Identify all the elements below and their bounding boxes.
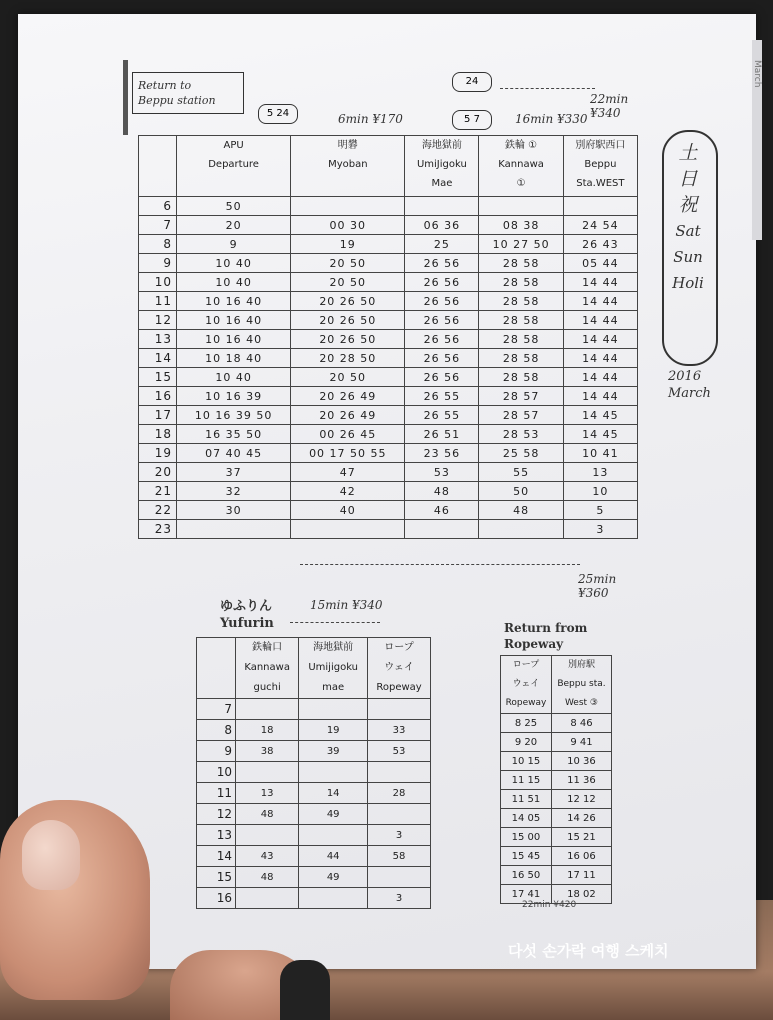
hour-cell: 18 bbox=[139, 425, 177, 444]
time-cell: 10 16 40 bbox=[177, 311, 291, 330]
table-row bbox=[139, 197, 638, 216]
ropeway-title-line2: Ropeway bbox=[504, 637, 564, 651]
time-cell: 19 bbox=[291, 235, 405, 254]
time-cell: 05 44 bbox=[563, 254, 637, 273]
time-cell bbox=[299, 825, 368, 846]
time-cell: 5 bbox=[563, 501, 637, 520]
hour-cell: 13 bbox=[139, 330, 177, 349]
time-cell: 20 26 49 bbox=[291, 406, 405, 425]
ropeway-timetable bbox=[500, 655, 612, 904]
table-row bbox=[139, 368, 638, 387]
time-cell bbox=[291, 197, 405, 216]
route-arrow bbox=[290, 622, 380, 623]
time-cell: 14 bbox=[299, 783, 368, 804]
time-cell: 48 bbox=[405, 482, 479, 501]
time-cell: 28 58 bbox=[479, 368, 563, 387]
stamp-line: Sat bbox=[675, 222, 701, 240]
table-row bbox=[197, 699, 431, 720]
time-cell: 20 50 bbox=[291, 368, 405, 387]
table-row bbox=[501, 714, 612, 733]
fare-note: 25min ¥360 bbox=[578, 572, 617, 600]
hour-cell: 14 bbox=[139, 349, 177, 368]
time-cell bbox=[368, 867, 431, 888]
time-cell bbox=[479, 197, 563, 216]
table-row bbox=[139, 273, 638, 292]
pen-cap bbox=[280, 960, 330, 1020]
time-cell: 28 bbox=[368, 783, 431, 804]
yufurin-title-jp: ゆふりん bbox=[220, 599, 273, 614]
hour-cell: 7 bbox=[197, 699, 236, 720]
time-cell: 14 44 bbox=[563, 311, 637, 330]
time-cell: 00 30 bbox=[291, 216, 405, 235]
time-cell: 55 bbox=[479, 463, 563, 482]
time-cell: 16 50 bbox=[501, 866, 552, 885]
time-cell: 43 bbox=[236, 846, 299, 867]
hour-cell: 10 bbox=[139, 273, 177, 292]
time-cell: 25 bbox=[405, 235, 479, 254]
table-row bbox=[501, 847, 612, 866]
sign-text bbox=[138, 78, 216, 108]
time-cell: 11 51 bbox=[501, 790, 552, 809]
fare-note: 22min ¥420 bbox=[522, 900, 577, 910]
time-cell: 25 58 bbox=[479, 444, 563, 463]
table-row bbox=[139, 520, 638, 539]
column-header: 別府駅西口 Beppu Sta.WEST bbox=[563, 136, 637, 197]
stamp-line: 祝 bbox=[678, 194, 698, 216]
bus-number: 5 bbox=[464, 114, 471, 125]
time-cell: 17 11 bbox=[551, 866, 611, 885]
time-cell: 16 06 bbox=[551, 847, 611, 866]
time-cell bbox=[236, 825, 299, 846]
table-row bbox=[139, 425, 638, 444]
time-cell: 19 bbox=[299, 720, 368, 741]
time-cell: 10 15 bbox=[501, 752, 552, 771]
hour-cell: 19 bbox=[139, 444, 177, 463]
ropeway-title bbox=[504, 620, 587, 652]
time-cell: 20 26 50 bbox=[291, 292, 405, 311]
time-cell: 3 bbox=[368, 888, 431, 909]
time-cell: 28 58 bbox=[479, 349, 563, 368]
time-cell: 53 bbox=[368, 741, 431, 762]
hour-cell: 9 bbox=[139, 254, 177, 273]
table-row bbox=[139, 387, 638, 406]
time-cell: 9 bbox=[177, 235, 291, 254]
table-row bbox=[501, 752, 612, 771]
time-cell bbox=[299, 699, 368, 720]
table-row bbox=[139, 330, 638, 349]
hour-cell: 16 bbox=[139, 387, 177, 406]
time-cell: 06 36 bbox=[405, 216, 479, 235]
time-cell bbox=[479, 520, 563, 539]
time-cell bbox=[299, 888, 368, 909]
time-cell: 20 50 bbox=[291, 254, 405, 273]
time-cell: 14 44 bbox=[563, 387, 637, 406]
time-cell: 20 26 50 bbox=[291, 330, 405, 349]
time-cell: 33 bbox=[368, 720, 431, 741]
hour-cell: 11 bbox=[197, 783, 236, 804]
fare-note: 16min ¥330 bbox=[515, 112, 588, 126]
sign-line1: Return to bbox=[138, 79, 192, 92]
watermark: 다섯 손가락 여행 스케치 bbox=[508, 942, 669, 960]
table-row bbox=[139, 254, 638, 273]
table-row bbox=[139, 501, 638, 520]
hour-cell: 21 bbox=[139, 482, 177, 501]
table-row bbox=[197, 888, 431, 909]
time-cell: 28 53 bbox=[479, 425, 563, 444]
time-cell: 9 20 bbox=[501, 733, 552, 752]
table-row bbox=[139, 349, 638, 368]
time-cell: 11 15 bbox=[501, 771, 552, 790]
time-cell: 26 56 bbox=[405, 330, 479, 349]
time-cell: 28 58 bbox=[479, 273, 563, 292]
hour-cell: 20 bbox=[139, 463, 177, 482]
time-cell: 39 bbox=[299, 741, 368, 762]
sign-pole bbox=[123, 60, 128, 135]
table-row bbox=[139, 216, 638, 235]
stamp-line: Sun bbox=[673, 248, 703, 266]
hour-cell: 15 bbox=[197, 867, 236, 888]
table-row bbox=[501, 790, 612, 809]
time-cell: 37 bbox=[177, 463, 291, 482]
time-cell: 13 bbox=[236, 783, 299, 804]
time-cell: 28 57 bbox=[479, 387, 563, 406]
time-cell: 20 bbox=[177, 216, 291, 235]
time-cell: 8 46 bbox=[551, 714, 611, 733]
bus-icon bbox=[452, 110, 492, 130]
column-header: APU Departure bbox=[177, 136, 291, 197]
time-cell: 26 51 bbox=[405, 425, 479, 444]
time-cell: 47 bbox=[291, 463, 405, 482]
time-cell: 32 bbox=[177, 482, 291, 501]
time-cell: 24 54 bbox=[563, 216, 637, 235]
time-cell: 10 16 39 50 bbox=[177, 406, 291, 425]
time-cell: 08 38 bbox=[479, 216, 563, 235]
paper-edge bbox=[752, 40, 762, 240]
time-cell: 28 58 bbox=[479, 330, 563, 349]
fare-note: 15min ¥340 bbox=[310, 598, 383, 612]
yufurin-title-en: Yufurin bbox=[220, 616, 274, 631]
time-cell: 26 55 bbox=[405, 406, 479, 425]
table-row bbox=[501, 809, 612, 828]
time-cell bbox=[236, 699, 299, 720]
table-row bbox=[197, 867, 431, 888]
hour-cell: 7 bbox=[139, 216, 177, 235]
stamp-line: Holi bbox=[672, 274, 704, 292]
time-cell: 12 12 bbox=[551, 790, 611, 809]
time-cell: 28 58 bbox=[479, 254, 563, 273]
time-cell: 20 26 49 bbox=[291, 387, 405, 406]
table-row bbox=[139, 463, 638, 482]
time-cell bbox=[236, 762, 299, 783]
time-cell bbox=[236, 888, 299, 909]
hour-cell: 12 bbox=[197, 804, 236, 825]
bus-icon bbox=[452, 72, 492, 92]
column-header: 明礬 Myoban bbox=[291, 136, 405, 197]
route-arrow bbox=[500, 88, 595, 89]
sign-line2: Beppu station bbox=[138, 94, 216, 107]
time-cell: 14 26 bbox=[551, 809, 611, 828]
time-cell bbox=[291, 520, 405, 539]
time-cell: 26 56 bbox=[405, 254, 479, 273]
time-cell: 26 55 bbox=[405, 387, 479, 406]
column-header: ロープ ウェイ Ropeway bbox=[501, 656, 552, 714]
time-cell: 9 41 bbox=[551, 733, 611, 752]
time-cell: 49 bbox=[299, 867, 368, 888]
time-cell: 10 27 50 bbox=[479, 235, 563, 254]
table-row bbox=[197, 804, 431, 825]
time-cell: 14 05 bbox=[501, 809, 552, 828]
time-cell: 26 43 bbox=[563, 235, 637, 254]
table-row bbox=[139, 444, 638, 463]
table-row bbox=[139, 406, 638, 425]
time-cell: 38 bbox=[236, 741, 299, 762]
hour-header bbox=[139, 136, 177, 197]
bus-number: 5 bbox=[266, 108, 274, 119]
table-row bbox=[501, 733, 612, 752]
time-cell bbox=[177, 520, 291, 539]
time-cell: 26 56 bbox=[405, 292, 479, 311]
hour-cell: 13 bbox=[197, 825, 236, 846]
time-cell: 17 41 bbox=[501, 885, 552, 904]
table-row bbox=[197, 720, 431, 741]
time-cell: 3 bbox=[563, 520, 637, 539]
time-cell: 42 bbox=[291, 482, 405, 501]
table-row bbox=[139, 292, 638, 311]
time-cell: 15 45 bbox=[501, 847, 552, 866]
time-cell: 30 bbox=[177, 501, 291, 520]
time-cell: 28 58 bbox=[479, 292, 563, 311]
time-cell bbox=[368, 762, 431, 783]
hour-cell: 8 bbox=[197, 720, 236, 741]
time-cell bbox=[299, 762, 368, 783]
time-cell: 58 bbox=[368, 846, 431, 867]
time-cell: 48 bbox=[479, 501, 563, 520]
hour-cell: 15 bbox=[139, 368, 177, 387]
time-cell: 50 bbox=[479, 482, 563, 501]
time-cell: 28 57 bbox=[479, 406, 563, 425]
yufurin-title bbox=[220, 598, 274, 632]
hour-cell: 23 bbox=[139, 520, 177, 539]
hour-cell: 6 bbox=[139, 197, 177, 216]
time-cell: 10 bbox=[563, 482, 637, 501]
time-cell: 53 bbox=[405, 463, 479, 482]
time-cell: 20 50 bbox=[291, 273, 405, 292]
table-row bbox=[197, 741, 431, 762]
time-cell: 26 56 bbox=[405, 273, 479, 292]
stamp-line: 日 bbox=[678, 168, 698, 190]
hour-cell: 8 bbox=[139, 235, 177, 254]
time-cell: 14 45 bbox=[563, 406, 637, 425]
stamp-text bbox=[662, 140, 714, 296]
time-cell: 18 bbox=[236, 720, 299, 741]
time-cell: 10 16 40 bbox=[177, 292, 291, 311]
hour-cell: 9 bbox=[197, 741, 236, 762]
time-cell: 23 56 bbox=[405, 444, 479, 463]
edge-text: March bbox=[752, 60, 762, 88]
time-cell bbox=[368, 804, 431, 825]
main-timetable bbox=[138, 135, 638, 539]
column-header: 鉄輪口 Kannawa guchi bbox=[236, 638, 299, 699]
time-cell: 3 bbox=[368, 825, 431, 846]
time-cell: 10 36 bbox=[551, 752, 611, 771]
fare-note: 6min ¥170 bbox=[338, 112, 403, 126]
time-cell: 18 02 bbox=[551, 885, 611, 904]
table-row bbox=[501, 771, 612, 790]
time-cell: 26 56 bbox=[405, 311, 479, 330]
table-row bbox=[139, 482, 638, 501]
time-cell bbox=[405, 197, 479, 216]
time-cell: 15 21 bbox=[551, 828, 611, 847]
column-header: 海地獄前 UmiJigoku Mae bbox=[405, 136, 479, 197]
time-cell: 49 bbox=[299, 804, 368, 825]
table-row bbox=[197, 825, 431, 846]
table-row bbox=[197, 783, 431, 804]
time-cell: 20 26 50 bbox=[291, 311, 405, 330]
fare-note: 22min ¥340 bbox=[590, 92, 629, 120]
time-cell: 50 bbox=[177, 197, 291, 216]
hour-cell: 14 bbox=[197, 846, 236, 867]
time-cell bbox=[563, 197, 637, 216]
time-cell: 10 40 bbox=[177, 254, 291, 273]
time-cell: 14 44 bbox=[563, 349, 637, 368]
column-header: 鉄輪 ① Kannawa ① bbox=[479, 136, 563, 197]
time-cell: 10 16 39 bbox=[177, 387, 291, 406]
yufurin-timetable bbox=[196, 637, 431, 909]
time-cell: 13 bbox=[563, 463, 637, 482]
time-cell: 15 00 bbox=[501, 828, 552, 847]
time-cell bbox=[368, 699, 431, 720]
hour-cell: 12 bbox=[139, 311, 177, 330]
stamp-line: 土 bbox=[678, 142, 698, 164]
time-cell: 10 16 40 bbox=[177, 330, 291, 349]
hour-cell: 11 bbox=[139, 292, 177, 311]
hour-cell: 22 bbox=[139, 501, 177, 520]
hour-header bbox=[197, 638, 236, 699]
time-cell: 16 35 50 bbox=[177, 425, 291, 444]
table-row bbox=[501, 828, 612, 847]
hour-cell: 10 bbox=[197, 762, 236, 783]
bus-number: 24 bbox=[465, 76, 479, 87]
month: March bbox=[668, 386, 711, 401]
bus-icon bbox=[258, 104, 298, 124]
table-row bbox=[139, 235, 638, 254]
year: 2016 bbox=[668, 369, 702, 384]
hour-cell: 17 bbox=[139, 406, 177, 425]
time-cell: 10 18 40 bbox=[177, 349, 291, 368]
time-cell: 14 44 bbox=[563, 292, 637, 311]
time-cell: 10 40 bbox=[177, 368, 291, 387]
time-cell: 11 36 bbox=[551, 771, 611, 790]
table-row bbox=[501, 866, 612, 885]
time-cell: 44 bbox=[299, 846, 368, 867]
time-cell: 14 44 bbox=[563, 368, 637, 387]
time-cell: 28 58 bbox=[479, 311, 563, 330]
table-row bbox=[197, 846, 431, 867]
time-cell: 20 28 50 bbox=[291, 349, 405, 368]
time-cell: 00 26 45 bbox=[291, 425, 405, 444]
time-cell: 10 40 bbox=[177, 273, 291, 292]
route-arrow bbox=[300, 564, 580, 565]
time-cell: 00 17 50 55 bbox=[291, 444, 405, 463]
table-row bbox=[139, 311, 638, 330]
time-cell: 10 41 bbox=[563, 444, 637, 463]
hour-cell: 16 bbox=[197, 888, 236, 909]
bus-number: 24 bbox=[276, 108, 290, 119]
time-cell bbox=[405, 520, 479, 539]
time-cell: 40 bbox=[291, 501, 405, 520]
time-cell: 07 40 45 bbox=[177, 444, 291, 463]
ropeway-title-line1: Return from bbox=[504, 621, 588, 635]
time-cell: 8 25 bbox=[501, 714, 552, 733]
time-cell: 14 44 bbox=[563, 273, 637, 292]
time-cell: 26 56 bbox=[405, 349, 479, 368]
column-header: 別府駅 Beppu sta. West ③ bbox=[551, 656, 611, 714]
date-note bbox=[668, 368, 711, 402]
time-cell: 26 56 bbox=[405, 368, 479, 387]
column-header: ロープ ウェイ Ropeway bbox=[368, 638, 431, 699]
bus-number: 7 bbox=[473, 114, 480, 125]
time-cell: 46 bbox=[405, 501, 479, 520]
time-cell: 48 bbox=[236, 804, 299, 825]
column-header: 海地獄前 Umijigoku mae bbox=[299, 638, 368, 699]
time-cell: 14 44 bbox=[563, 330, 637, 349]
thumb bbox=[0, 800, 150, 1000]
thumbnail bbox=[22, 820, 80, 890]
time-cell: 48 bbox=[236, 867, 299, 888]
table-row bbox=[197, 762, 431, 783]
time-cell: 14 45 bbox=[563, 425, 637, 444]
